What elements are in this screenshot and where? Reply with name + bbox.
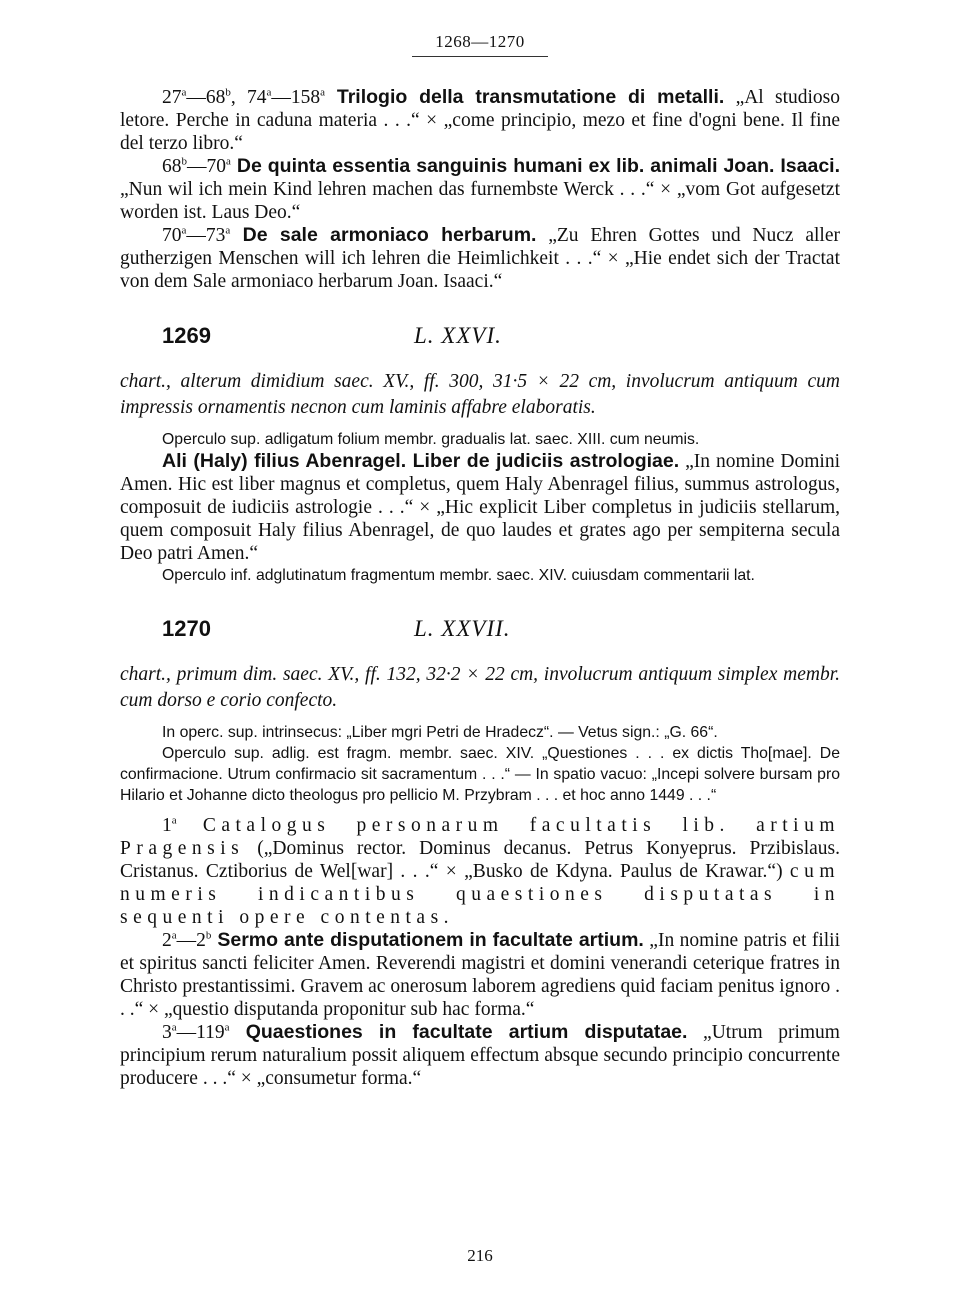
bold-title: Sermo ante disputationem in facultate artium. xyxy=(211,929,644,951)
entry-number: 1269 xyxy=(162,323,211,348)
page-number: 216 xyxy=(467,1246,493,1265)
text-run: 70$^a$ xyxy=(162,224,187,246)
folio-superscript: b xyxy=(181,155,187,168)
spaced-text: cum numeris indicantibus quaestiones disputatas in sequenti opere contentas. xyxy=(120,861,840,928)
text-run: —73$^a$ xyxy=(186,224,231,246)
entry-1270-item-catalogus xyxy=(120,814,840,929)
item-sale-armoniaco xyxy=(120,224,840,293)
text-run: —2$^b$ xyxy=(176,929,212,951)
text-run: 68$^b$ xyxy=(162,155,187,177)
entry-1270-note-1: In operc. sup. intrinsecus: „Liber mgri Petri de Hradecz“. — Vetus sign.: „G. 66“. xyxy=(162,724,718,741)
entry-signature: L. XXVI. xyxy=(414,323,502,348)
item-quinta-essentia xyxy=(120,155,840,224)
running-header xyxy=(120,32,840,57)
text-run: „Utrum primum principium rerum naturalium possit aliquem effectum absque secundo principio concurrente producere . . .“ × „consumetur forma.“ xyxy=(120,1022,840,1089)
bold-title: De sale armoniaco herbarum. xyxy=(230,224,537,246)
item-trilogio xyxy=(120,86,840,155)
folio-superscript: a xyxy=(171,814,177,827)
spaced-text: Catalogus personarum facultatis lib. artium Pragensis xyxy=(120,815,840,859)
text-run: —68$^b$ xyxy=(186,86,231,108)
text-run: 3$^a$ xyxy=(162,1021,177,1043)
folio-superscript: b xyxy=(225,86,231,99)
folio-superscript: a xyxy=(225,224,231,237)
entry-1269-heading xyxy=(120,315,840,369)
text-run: „In nomine patris et filii et spiritus sancti feliciter Amen. Reverendi magistri et domini venerandi ceterique fratres in Christo prestantissimi. Gravem ac onerosum laborem agrediens quid faciam penitus ignoro . . .“ × „questio disputanda proponitur sub hac forma.“ xyxy=(120,930,841,1020)
entry-1270-item-quaestiones xyxy=(120,1021,840,1090)
text-run: —158$^a$ xyxy=(271,86,326,108)
bold-title: Ali (Haly) filius Abenragel. Liber de judiciis astrologiae. xyxy=(162,450,680,472)
text-run: , 74$^a$ xyxy=(230,86,272,108)
folio-superscript: a xyxy=(320,86,326,99)
text-run: 1$^a$ xyxy=(162,814,177,836)
folio-superscript: a xyxy=(171,929,177,942)
entry-1270-heading xyxy=(120,608,840,662)
header-range: 1268—1270 xyxy=(435,32,525,51)
header-rule xyxy=(412,56,548,57)
text-run: „In nomine Domini Amen. Hic est liber magnus et completus, quem Haly Abenragel filius, summus astrologus, composuit de iudiciis astrologie . . .“ × „Hic explicit Liber completus in judiciis stellarum, quem composuit Haly filius Abenragel, de quo laudes et grates ago per sempiterna secula Deo patri Amen.“ xyxy=(120,451,840,564)
page-content xyxy=(120,86,840,1090)
entry-signature: L. XXVII. xyxy=(414,616,511,641)
text-run: „Nun wil ich mein Kind lehren machen das furnembste Werck . . .“ × „vom Got aufgesetzt worden ist. Laus Deo.“ xyxy=(120,179,840,223)
bold-title: De quinta essentia sanguinis humani ex lib. animali Joan. Isaaci. xyxy=(230,155,840,177)
entry-1270-item-sermo xyxy=(120,929,840,1021)
folio-superscript: a xyxy=(266,86,272,99)
text-run: 27$^a$ xyxy=(162,86,187,108)
text-run: —119$^a$ xyxy=(176,1021,230,1043)
entry-1270-note-2: Operculo sup. adlig. est fragm. membr. saec. XIV. „Questiones . . . ex dictis Tho[mae]. De confirmacione. Utrum confirmacio sit sacramentum . . .“ — In spatio vacuo: „Incepi solvere bursam pro Hilario et Johanne dicto theologus pro pellicio M. Przybram . . . et hoc anno 1449 . . .“ xyxy=(120,745,840,804)
text-run: 2$^a$ xyxy=(162,929,177,951)
folio-superscript: a xyxy=(226,155,231,168)
folio-superscript: a xyxy=(171,1021,177,1034)
text-run: „Al studioso letore. Perche in caduna materia . . .“ × „come principio, mezo et fine d'ogni bene. Il fine del terzo libro.“ xyxy=(120,87,841,154)
bold-title: Quaestiones in facultate artium disputatae. xyxy=(229,1021,688,1043)
entry-number: 1270 xyxy=(162,616,211,641)
folio-superscript: a xyxy=(181,86,187,99)
entry-1269-note-2: Operculo inf. adglutinatum fragmentum membr. saec. XIV. cuiusdam commentarii lat. xyxy=(162,567,755,584)
folio-superscript: b xyxy=(205,929,212,942)
document-page xyxy=(120,0,840,1296)
entry-1270-description: chart., primum dim. saec. XV., ff. 132, 32·2 × 22 cm, involucrum antiquum simplex membr. cum dorso e corio confecto. xyxy=(120,664,840,711)
bold-title: Trilogio della transmutatione di metalli. xyxy=(325,86,725,108)
entry-1269-description: chart., alterum dimidium saec. XV., ff. 300, 31·5 × 22 cm, involucrum antiquum cum impressis ornamentis necnon cum laminis affabre elaboratis. xyxy=(120,371,840,418)
entry-1269-note-1: Operculo sup. adligatum folium membr. gradualis lat. saec. XIII. cum neumis. xyxy=(162,431,700,448)
entry-1269-item-ali xyxy=(120,450,840,565)
text-run: („Dominus rector. Dominus decanus. Petrus Konyeprus. Przibislaus. Cristanus. Cztiborius de Wel[war] . . .“ × „Busko de Kdyna. Paulus de Krawar.“) xyxy=(120,838,840,882)
folio-superscript: a xyxy=(181,224,187,237)
text-run: „Zu Ehren Gottes und Nucz aller gutherzigen Menschen will ich lehren die Heimlichkeit . . .“ × „Hie endet sich der Tractat von dem Sale armoniaco herbarum Joan. Isaaci.“ xyxy=(120,225,840,292)
text-run: —70$^a$ xyxy=(187,155,231,177)
folio-superscript: a xyxy=(224,1021,230,1034)
